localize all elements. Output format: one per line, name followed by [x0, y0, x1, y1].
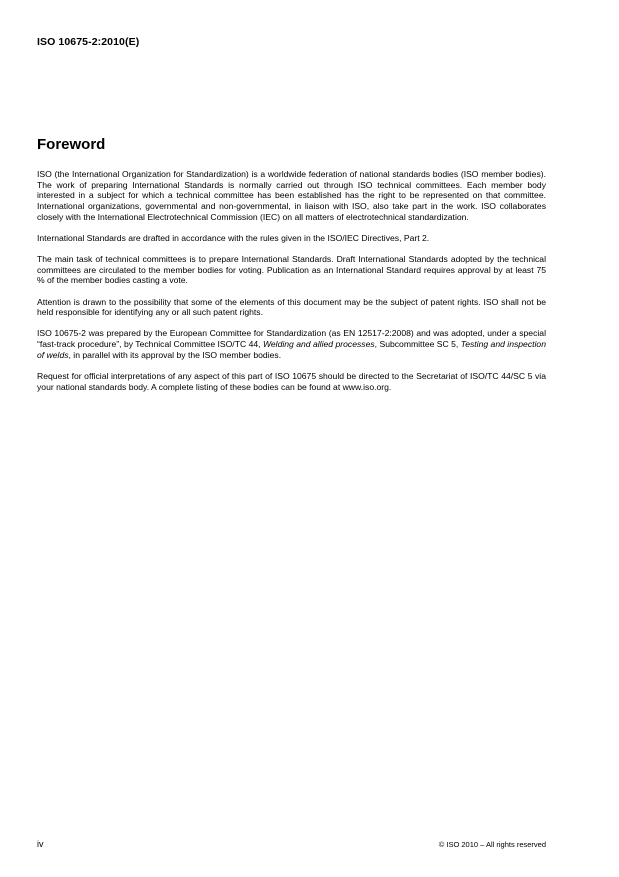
paragraph-committee-task: The main task of technical committees is to prepare International Standards. Draft International Standards adopted by the technical committees are circulated to the member bodies for voting. Publication as an International Standard requires approval by at least 75 % of the member bodies casting a vote. — [37, 254, 546, 286]
paragraph-interpretations: Request for official interpretations of any aspect of this part of ISO 10675 should be directed to the Secretariat of ISO/TC 44/SC 5 via your national standards body. A complete listing of these bodies can be found at www.iso.org. — [37, 370, 546, 392]
preparation-text-2: , Subcommittee SC 5, — [374, 339, 461, 349]
preparation-text-3: , in parallel with its approval by the ISO member bodies. — [68, 349, 282, 360]
subcommittee-title: Testing and inspection of welds — [37, 339, 546, 360]
paragraph-preparation — [37, 328, 546, 360]
page-number: iv — [37, 839, 44, 849]
copyright-notice: © ISO 2010 – All rights reserved — [438, 840, 546, 849]
foreword-body — [37, 169, 546, 403]
preparation-text-1: ISO 10675-2 was prepared by the European Committee for Standardization (as EN 12517-2:2008) and was adopted, under a special “fast-track procedure”, by Technical Committee ISO/TC 44, — [37, 328, 546, 349]
committee-title: Welding and allied processes — [262, 339, 375, 349]
document-identifier: ISO 10675-2:2010(E) — [37, 36, 140, 48]
section-title: Foreword — [37, 136, 106, 153]
paragraph-drafting-rules: International Standards are drafted in accordance with the rules given in the ISO/IEC Directives, Part 2. — [37, 232, 430, 243]
paragraph-patent-notice: Attention is drawn to the possibility that some of the elements of this document may be the subject of patent rights. ISO shall not be held responsible for identifying any or all such patent rights. — [37, 296, 546, 318]
paragraph-iso-overview: ISO (the International Organization for Standardization) is a worldwide federation of national standards bodies (ISO member bodies). The work of preparing International Standards is normally carried out through ISO technical committees. Each member body interested in a subject for which a technical committee has been established has the right to be represented on that committee. International organizations, governmental and non-governmental, in liaison with ISO, also take part in the work. ISO collaborates closely with the International Electrotechnical Commission (IEC) on all matters of electrotechnical standardization. — [37, 169, 546, 222]
